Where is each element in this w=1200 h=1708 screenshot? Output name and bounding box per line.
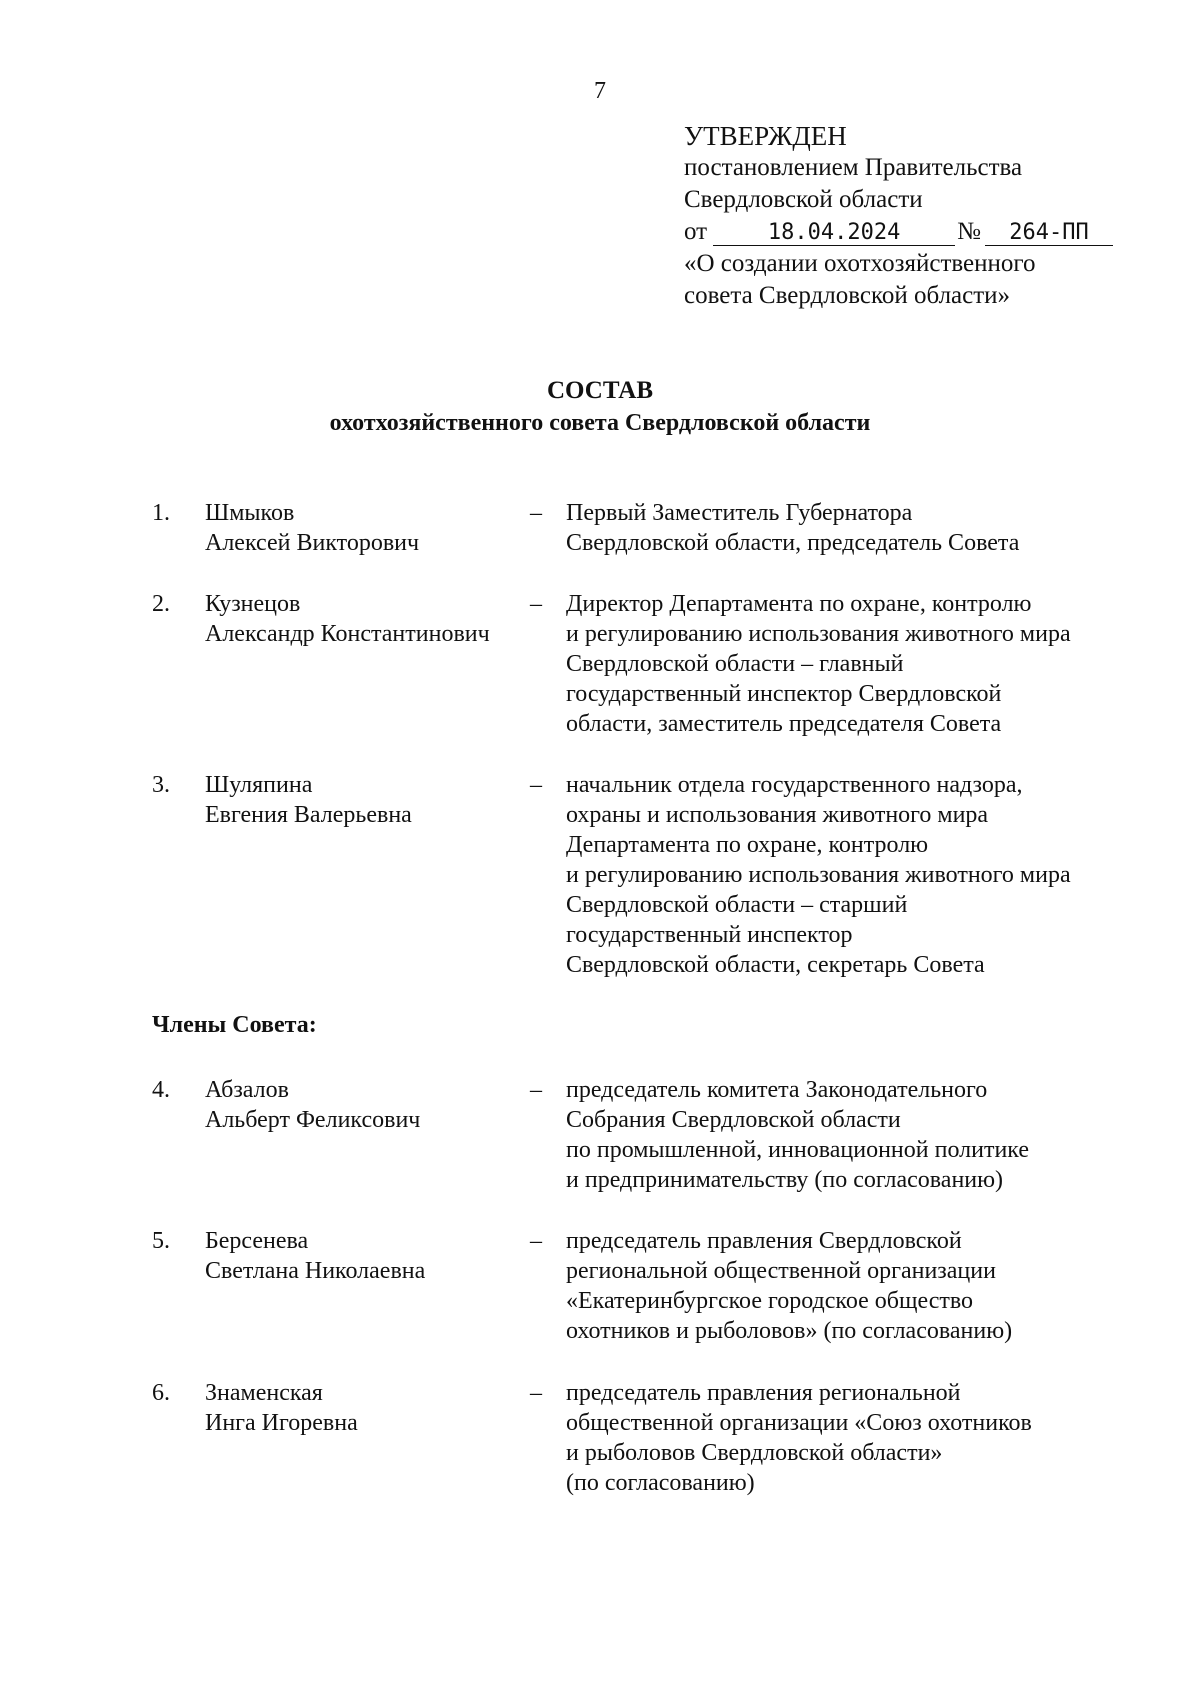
position-line: охотников и рыболовов» (по согласованию)	[566, 1318, 1013, 1344]
position-line: Собрания Свердловской области	[566, 1107, 901, 1133]
members-heading: Члены Совета:	[152, 1012, 317, 1038]
person-name	[205, 770, 525, 830]
given-names: Александр Константинович	[205, 621, 490, 647]
dash: –	[530, 1228, 542, 1254]
position-line: «Екатеринбургское городское общество	[566, 1288, 974, 1314]
number-label: №	[957, 218, 981, 245]
dash: –	[530, 500, 542, 526]
person-name	[205, 589, 525, 649]
approval-date-number-line	[684, 216, 1113, 248]
position-text	[566, 1075, 1146, 1195]
position-line: общественной организации «Союз охотников	[566, 1410, 1032, 1436]
position-line: и регулированию использования животного мира	[566, 621, 1071, 647]
position-line: государственный инспектор Свердловской	[566, 681, 1002, 707]
person-name	[205, 1378, 525, 1438]
item-number: 1.	[152, 500, 170, 526]
given-names: Альберт Феликсович	[205, 1107, 421, 1133]
position-line: по промышленной, инновационной политике	[566, 1137, 1029, 1163]
person-name	[205, 498, 525, 558]
surname: Шмыков	[205, 500, 295, 526]
approval-date: 18.04.2024	[713, 221, 955, 246]
given-names: Светлана Николаевна	[205, 1258, 426, 1284]
surname: Абзалов	[205, 1077, 289, 1103]
surname: Кузнецов	[205, 591, 301, 617]
heading-subtitle: охотхозяйственного совета Свердловской области	[329, 410, 871, 436]
position-line: председатель комитета Законодательного	[566, 1077, 988, 1103]
position-line: Первый Заместитель Губернатора	[566, 500, 913, 526]
given-names: Евгения Валерьевна	[205, 802, 412, 828]
heading-title: СОСТАВ	[546, 377, 654, 404]
position-line: председатель правления региональной	[566, 1380, 961, 1406]
position-line: (по согласованию)	[566, 1470, 755, 1496]
position-text	[566, 1378, 1146, 1498]
position-line: Директор Департамента по охране, контролю	[566, 591, 1032, 617]
document-heading	[0, 375, 1200, 439]
surname: Шуляпина	[205, 772, 313, 798]
item-number: 3.	[152, 772, 170, 798]
dash: –	[530, 1077, 542, 1103]
person-name	[205, 1075, 525, 1135]
position-text	[566, 498, 1146, 558]
surname: Знаменская	[205, 1380, 323, 1406]
position-line: охраны и использования животного мира	[566, 802, 989, 828]
item-number: 4.	[152, 1077, 170, 1103]
given-names: Алексей Викторович	[205, 530, 420, 556]
approval-number: 264-ПП	[985, 221, 1113, 246]
approval-line-1: постановлением Правительства	[684, 154, 1023, 181]
item-number: 2.	[152, 591, 170, 617]
position-line: председатель правления Свердловской	[566, 1228, 962, 1254]
dash: –	[530, 772, 542, 798]
dash: –	[530, 1380, 542, 1406]
position-line: Департамента по охране, контролю	[566, 832, 929, 858]
from-label: от	[684, 218, 708, 245]
approval-mark: УТВЕРЖДЕН	[684, 121, 847, 151]
position-text	[566, 770, 1146, 980]
position-line: и регулированию использования животного мира	[566, 862, 1071, 888]
position-line: Свердловской области – старший	[566, 892, 908, 918]
dash: –	[530, 591, 542, 617]
position-text	[566, 589, 1146, 739]
position-line: региональной общественной организации	[566, 1258, 996, 1284]
given-names: Инга Игоревна	[205, 1410, 358, 1436]
position-line: государственный инспектор	[566, 922, 853, 948]
position-line: Свердловской области, секретарь Совета	[566, 952, 985, 978]
approval-block	[684, 120, 1113, 312]
item-number: 5.	[152, 1228, 170, 1254]
approval-line-2: Свердловской области	[684, 186, 923, 213]
position-line: начальник отдела государственного надзора,	[566, 772, 1023, 798]
person-name	[205, 1226, 525, 1286]
approval-title-line-1: «О создании охотхозяйственного	[684, 250, 1036, 277]
position-line: Свердловской области – главный	[566, 651, 904, 677]
approval-title-line-2: совета Свердловской области»	[684, 282, 1011, 309]
position-line: Свердловской области, председатель Совета	[566, 530, 1020, 556]
page-number: 7	[594, 78, 606, 104]
position-line: и рыболовов Свердловской области»	[566, 1440, 943, 1466]
position-text	[566, 1226, 1146, 1346]
position-line: области, заместитель председателя Совета	[566, 711, 1002, 737]
surname: Берсенева	[205, 1228, 309, 1254]
position-line: и предпринимательству (по согласованию)	[566, 1167, 1004, 1193]
item-number: 6.	[152, 1380, 170, 1406]
